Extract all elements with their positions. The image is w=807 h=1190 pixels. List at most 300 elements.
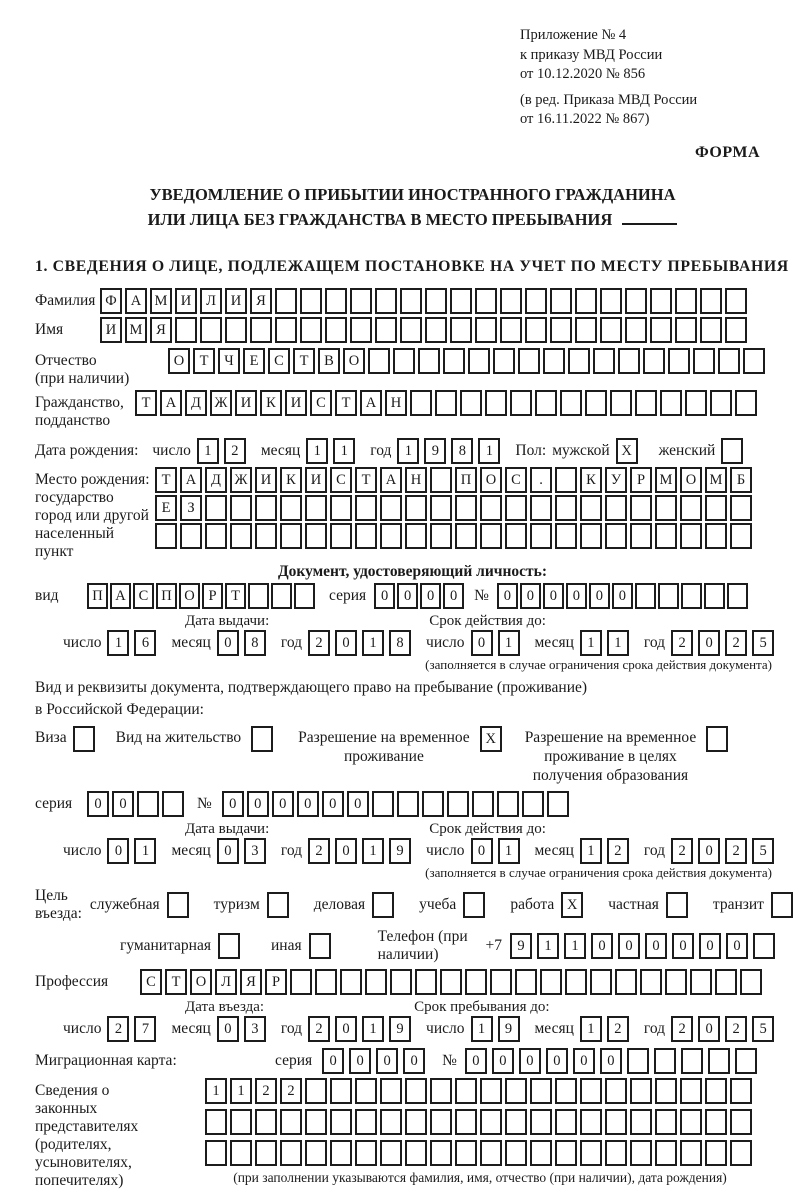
char-cell[interactable] (568, 348, 590, 374)
char-cell[interactable] (300, 317, 322, 343)
char-cell[interactable] (610, 390, 632, 416)
char-cell[interactable] (372, 892, 394, 918)
char-cell[interactable] (330, 523, 352, 549)
char-cell[interactable] (530, 1109, 552, 1135)
char-cell[interactable]: 0 (217, 1016, 239, 1042)
char-cell[interactable] (771, 892, 793, 918)
char-cell[interactable]: 0 (107, 838, 129, 864)
char-cell[interactable] (590, 969, 612, 995)
char-cell[interactable]: 0 (272, 791, 294, 817)
char-cell[interactable] (218, 933, 240, 959)
char-cell[interactable] (505, 1109, 527, 1135)
char-cell[interactable]: 0 (217, 630, 239, 656)
char-cell[interactable] (180, 523, 202, 549)
char-cell[interactable]: 0 (497, 583, 518, 609)
char-cell[interactable]: И (285, 390, 307, 416)
char-cell[interactable]: Л (200, 288, 222, 314)
char-cell[interactable] (380, 523, 402, 549)
char-cell[interactable]: И (100, 317, 122, 343)
char-cell[interactable] (375, 288, 397, 314)
char-cell[interactable] (305, 523, 327, 549)
char-cell[interactable]: 0 (672, 933, 694, 959)
char-cell[interactable] (430, 523, 452, 549)
char-cell[interactable] (681, 583, 702, 609)
char-cell[interactable] (410, 390, 432, 416)
char-cell[interactable] (580, 1140, 602, 1166)
char-cell[interactable]: Д (205, 467, 227, 493)
char-cell[interactable] (525, 317, 547, 343)
char-cell[interactable]: П (87, 583, 108, 609)
char-cell[interactable]: 2 (280, 1078, 302, 1104)
char-cell[interactable] (440, 969, 462, 995)
char-cell[interactable] (355, 1140, 377, 1166)
char-cell[interactable] (522, 791, 544, 817)
char-cell[interactable]: 2 (725, 1016, 747, 1042)
char-cell[interactable]: 0 (297, 791, 319, 817)
char-cell[interactable]: 1 (230, 1078, 252, 1104)
char-cell[interactable]: О (190, 969, 212, 995)
char-cell[interactable]: Т (335, 390, 357, 416)
char-cell[interactable] (706, 726, 728, 752)
char-cell[interactable] (230, 1109, 252, 1135)
char-cell[interactable] (205, 495, 227, 521)
char-cell[interactable]: Т (135, 390, 157, 416)
char-cell[interactable]: Е (243, 348, 265, 374)
char-cell[interactable] (305, 1109, 327, 1135)
char-cell[interactable]: 0 (698, 1016, 720, 1042)
char-cell[interactable]: А (180, 467, 202, 493)
char-cell[interactable]: З (180, 495, 202, 521)
char-cell[interactable]: 0 (589, 583, 610, 609)
char-cell[interactable] (455, 1078, 477, 1104)
char-cell[interactable] (280, 1140, 302, 1166)
char-cell[interactable]: 2 (107, 1016, 129, 1042)
char-cell[interactable] (555, 1140, 577, 1166)
char-cell[interactable] (693, 348, 715, 374)
char-cell[interactable] (480, 1140, 502, 1166)
char-cell[interactable]: 0 (217, 838, 239, 864)
char-cell[interactable]: 0 (726, 933, 748, 959)
char-cell[interactable] (290, 969, 312, 995)
char-cell[interactable]: 2 (607, 1016, 629, 1042)
char-cell[interactable]: С (140, 969, 162, 995)
char-cell[interactable] (380, 1140, 402, 1166)
char-cell[interactable] (654, 1048, 676, 1074)
char-cell[interactable] (400, 288, 422, 314)
char-cell[interactable] (415, 969, 437, 995)
char-cell[interactable]: 1 (362, 630, 384, 656)
char-cell[interactable] (267, 892, 289, 918)
char-cell[interactable] (430, 1109, 452, 1135)
char-cell[interactable]: 1 (205, 1078, 227, 1104)
char-cell[interactable] (248, 583, 269, 609)
char-cell[interactable] (250, 317, 272, 343)
char-cell[interactable]: И (175, 288, 197, 314)
char-cell[interactable]: О (168, 348, 190, 374)
char-cell[interactable] (315, 969, 337, 995)
char-cell[interactable] (275, 288, 297, 314)
char-cell[interactable]: 0 (247, 791, 269, 817)
char-cell[interactable] (425, 288, 447, 314)
char-cell[interactable]: 0 (645, 933, 667, 959)
char-cell[interactable] (718, 348, 740, 374)
char-cell[interactable]: 0 (698, 630, 720, 656)
char-cell[interactable] (730, 523, 752, 549)
char-cell[interactable]: 1 (564, 933, 586, 959)
char-cell[interactable] (465, 969, 487, 995)
char-cell[interactable]: А (110, 583, 131, 609)
char-cell[interactable] (681, 1048, 703, 1074)
char-cell[interactable] (525, 288, 547, 314)
char-cell[interactable] (630, 1078, 652, 1104)
char-cell[interactable] (555, 467, 577, 493)
char-cell[interactable] (230, 495, 252, 521)
char-cell[interactable] (555, 523, 577, 549)
char-cell[interactable] (725, 288, 747, 314)
char-cell[interactable] (400, 317, 422, 343)
char-cell[interactable] (655, 1078, 677, 1104)
char-cell[interactable]: А (125, 288, 147, 314)
char-cell[interactable] (704, 583, 725, 609)
char-cell[interactable]: 0 (376, 1048, 398, 1074)
char-cell[interactable] (305, 495, 327, 521)
char-cell[interactable]: 0 (420, 583, 441, 609)
char-cell[interactable]: 2 (725, 630, 747, 656)
char-cell[interactable] (593, 348, 615, 374)
char-cell[interactable] (162, 791, 184, 817)
char-cell[interactable] (666, 892, 688, 918)
char-cell[interactable] (255, 1140, 277, 1166)
char-cell[interactable] (643, 348, 665, 374)
char-cell[interactable] (365, 969, 387, 995)
char-cell[interactable]: Т (293, 348, 315, 374)
char-cell[interactable] (205, 1140, 227, 1166)
char-cell[interactable] (655, 495, 677, 521)
char-cell[interactable] (490, 969, 512, 995)
char-cell[interactable] (555, 1109, 577, 1135)
char-cell[interactable]: 3 (244, 1016, 266, 1042)
char-cell[interactable]: 5 (752, 1016, 774, 1042)
char-cell[interactable]: 0 (520, 583, 541, 609)
char-cell[interactable] (330, 1078, 352, 1104)
char-cell[interactable]: 1 (607, 630, 629, 656)
char-cell[interactable]: 1 (397, 438, 419, 464)
char-cell[interactable]: 2 (671, 838, 693, 864)
char-cell[interactable]: И (225, 288, 247, 314)
char-cell[interactable] (340, 969, 362, 995)
char-cell[interactable] (730, 1140, 752, 1166)
char-cell[interactable] (705, 1140, 727, 1166)
char-cell[interactable]: 0 (347, 791, 369, 817)
char-cell[interactable] (455, 1140, 477, 1166)
char-cell[interactable] (753, 933, 775, 959)
char-cell[interactable]: 2 (224, 438, 246, 464)
char-cell[interactable] (650, 288, 672, 314)
char-cell[interactable] (730, 1109, 752, 1135)
char-cell[interactable] (605, 495, 627, 521)
char-cell[interactable] (275, 317, 297, 343)
char-cell[interactable] (330, 1140, 352, 1166)
char-cell[interactable]: А (360, 390, 382, 416)
char-cell[interactable] (635, 583, 656, 609)
char-cell[interactable] (575, 288, 597, 314)
char-cell[interactable] (430, 1140, 452, 1166)
char-cell[interactable] (380, 1109, 402, 1135)
char-cell[interactable]: 9 (498, 1016, 520, 1042)
char-cell[interactable] (430, 1078, 452, 1104)
char-cell[interactable]: Ж (210, 390, 232, 416)
char-cell[interactable] (280, 1109, 302, 1135)
char-cell[interactable] (668, 348, 690, 374)
char-cell[interactable] (372, 791, 394, 817)
char-cell[interactable] (555, 1078, 577, 1104)
char-cell[interactable]: Ф (100, 288, 122, 314)
char-cell[interactable] (630, 495, 652, 521)
char-cell[interactable] (480, 1109, 502, 1135)
char-cell[interactable]: 0 (465, 1048, 487, 1074)
char-cell[interactable] (305, 1140, 327, 1166)
char-cell[interactable]: 0 (222, 791, 244, 817)
char-cell[interactable] (605, 523, 627, 549)
char-cell[interactable]: 1 (478, 438, 500, 464)
char-cell[interactable]: 8 (389, 630, 411, 656)
char-cell[interactable] (230, 523, 252, 549)
char-cell[interactable]: 6 (134, 630, 156, 656)
char-cell[interactable] (650, 317, 672, 343)
char-cell[interactable] (615, 969, 637, 995)
char-cell[interactable]: К (280, 467, 302, 493)
char-cell[interactable]: 9 (389, 838, 411, 864)
char-cell[interactable]: 8 (451, 438, 473, 464)
char-cell[interactable] (555, 495, 577, 521)
char-cell[interactable]: 0 (443, 583, 464, 609)
char-cell[interactable] (705, 495, 727, 521)
char-cell[interactable] (485, 390, 507, 416)
char-cell[interactable] (405, 1078, 427, 1104)
char-cell[interactable] (505, 523, 527, 549)
char-cell[interactable] (472, 791, 494, 817)
char-cell[interactable] (480, 523, 502, 549)
char-cell[interactable] (630, 1109, 652, 1135)
char-cell[interactable]: 2 (671, 1016, 693, 1042)
char-cell[interactable] (721, 438, 743, 464)
char-cell[interactable]: 1 (107, 630, 129, 656)
char-cell[interactable] (708, 1048, 730, 1074)
char-cell[interactable] (580, 1109, 602, 1135)
char-cell[interactable] (640, 969, 662, 995)
char-cell[interactable] (630, 523, 652, 549)
char-cell[interactable] (280, 523, 302, 549)
char-cell[interactable] (655, 523, 677, 549)
char-cell[interactable] (680, 1140, 702, 1166)
char-cell[interactable]: Н (385, 390, 407, 416)
char-cell[interactable] (605, 1109, 627, 1135)
char-cell[interactable] (155, 523, 177, 549)
char-cell[interactable]: 0 (112, 791, 134, 817)
char-cell[interactable]: А (380, 467, 402, 493)
char-cell[interactable]: 1 (362, 838, 384, 864)
char-cell[interactable] (655, 1140, 677, 1166)
char-cell[interactable] (390, 969, 412, 995)
char-cell[interactable]: 9 (510, 933, 532, 959)
char-cell[interactable]: 0 (591, 933, 613, 959)
char-cell[interactable] (271, 583, 292, 609)
char-cell[interactable] (455, 1109, 477, 1135)
char-cell[interactable] (680, 1109, 702, 1135)
char-cell[interactable] (418, 348, 440, 374)
char-cell[interactable] (309, 933, 331, 959)
char-cell[interactable]: 0 (519, 1048, 541, 1074)
char-cell[interactable] (505, 1140, 527, 1166)
char-cell[interactable] (175, 317, 197, 343)
char-cell[interactable] (355, 1078, 377, 1104)
char-cell[interactable] (480, 495, 502, 521)
char-cell[interactable] (550, 317, 572, 343)
char-cell[interactable]: 2 (308, 1016, 330, 1042)
char-cell[interactable] (700, 288, 722, 314)
char-cell[interactable] (630, 1140, 652, 1166)
char-cell[interactable] (380, 1078, 402, 1104)
char-cell[interactable]: О (179, 583, 200, 609)
char-cell[interactable] (655, 1109, 677, 1135)
char-cell[interactable] (690, 969, 712, 995)
char-cell[interactable] (325, 288, 347, 314)
char-cell[interactable]: Т (225, 583, 246, 609)
char-cell[interactable] (550, 288, 572, 314)
char-cell[interactable]: 1 (498, 630, 520, 656)
char-cell[interactable] (294, 583, 315, 609)
char-cell[interactable] (730, 1078, 752, 1104)
char-cell[interactable] (475, 317, 497, 343)
char-cell[interactable]: 0 (471, 630, 493, 656)
char-cell[interactable]: С (133, 583, 154, 609)
char-cell[interactable] (493, 348, 515, 374)
char-cell[interactable] (330, 1109, 352, 1135)
char-cell[interactable] (543, 348, 565, 374)
char-cell[interactable] (463, 892, 485, 918)
char-cell[interactable] (447, 791, 469, 817)
char-cell[interactable] (425, 317, 447, 343)
char-cell[interactable]: П (455, 467, 477, 493)
char-cell[interactable]: Р (202, 583, 223, 609)
char-cell[interactable] (530, 523, 552, 549)
char-cell[interactable] (600, 317, 622, 343)
char-cell[interactable] (735, 1048, 757, 1074)
char-cell[interactable]: 2 (255, 1078, 277, 1104)
char-cell[interactable] (350, 288, 372, 314)
char-cell[interactable] (735, 390, 757, 416)
char-cell[interactable]: 0 (322, 1048, 344, 1074)
char-cell[interactable] (505, 495, 527, 521)
char-cell[interactable] (560, 390, 582, 416)
char-cell[interactable]: Б (730, 467, 752, 493)
char-cell[interactable]: 0 (322, 791, 344, 817)
char-cell[interactable] (405, 495, 427, 521)
char-cell[interactable]: 0 (699, 933, 721, 959)
char-cell[interactable] (355, 523, 377, 549)
char-cell[interactable] (740, 969, 762, 995)
char-cell[interactable]: 0 (87, 791, 109, 817)
char-cell[interactable]: 1 (580, 1016, 602, 1042)
char-cell[interactable]: 0 (618, 933, 640, 959)
char-cell[interactable] (375, 317, 397, 343)
char-cell[interactable]: 7 (134, 1016, 156, 1042)
char-cell[interactable]: К (580, 467, 602, 493)
char-cell[interactable] (510, 390, 532, 416)
blank-underline[interactable] (622, 209, 677, 225)
char-cell[interactable]: 1 (134, 838, 156, 864)
char-cell[interactable] (605, 1140, 627, 1166)
char-cell[interactable]: М (655, 467, 677, 493)
char-cell[interactable] (225, 317, 247, 343)
char-cell[interactable] (675, 317, 697, 343)
char-cell[interactable] (625, 317, 647, 343)
char-cell[interactable]: 0 (335, 630, 357, 656)
char-cell[interactable]: М (705, 467, 727, 493)
char-cell[interactable] (743, 348, 765, 374)
char-cell[interactable] (600, 288, 622, 314)
char-cell[interactable]: 1 (362, 1016, 384, 1042)
char-cell[interactable]: 0 (403, 1048, 425, 1074)
char-cell[interactable]: Т (355, 467, 377, 493)
char-cell[interactable] (727, 583, 748, 609)
char-cell[interactable] (497, 791, 519, 817)
char-cell[interactable] (460, 390, 482, 416)
char-cell[interactable] (530, 495, 552, 521)
char-cell[interactable]: А (160, 390, 182, 416)
char-cell[interactable] (255, 495, 277, 521)
char-cell[interactable]: М (125, 317, 147, 343)
char-cell[interactable]: X (616, 438, 638, 464)
char-cell[interactable]: 0 (573, 1048, 595, 1074)
char-cell[interactable]: 0 (546, 1048, 568, 1074)
char-cell[interactable]: И (255, 467, 277, 493)
char-cell[interactable]: 2 (308, 630, 330, 656)
char-cell[interactable]: X (480, 726, 502, 752)
char-cell[interactable] (468, 348, 490, 374)
char-cell[interactable]: Ч (218, 348, 240, 374)
char-cell[interactable] (205, 523, 227, 549)
char-cell[interactable]: 0 (698, 838, 720, 864)
char-cell[interactable]: 1 (580, 838, 602, 864)
char-cell[interactable]: Л (215, 969, 237, 995)
char-cell[interactable]: В (318, 348, 340, 374)
char-cell[interactable]: Е (155, 495, 177, 521)
char-cell[interactable] (368, 348, 390, 374)
char-cell[interactable] (205, 1109, 227, 1135)
char-cell[interactable] (455, 495, 477, 521)
char-cell[interactable]: С (310, 390, 332, 416)
char-cell[interactable] (167, 892, 189, 918)
char-cell[interactable]: С (268, 348, 290, 374)
char-cell[interactable] (405, 523, 427, 549)
char-cell[interactable]: 1 (580, 630, 602, 656)
char-cell[interactable] (251, 726, 273, 752)
char-cell[interactable]: Н (405, 467, 427, 493)
char-cell[interactable] (505, 1078, 527, 1104)
char-cell[interactable]: 3 (244, 838, 266, 864)
char-cell[interactable]: 0 (374, 583, 395, 609)
char-cell[interactable] (443, 348, 465, 374)
char-cell[interactable]: О (343, 348, 365, 374)
char-cell[interactable]: 1 (197, 438, 219, 464)
char-cell[interactable] (580, 495, 602, 521)
char-cell[interactable]: . (530, 467, 552, 493)
char-cell[interactable] (430, 495, 452, 521)
char-cell[interactable] (605, 1078, 627, 1104)
char-cell[interactable]: 0 (471, 838, 493, 864)
char-cell[interactable] (435, 390, 457, 416)
